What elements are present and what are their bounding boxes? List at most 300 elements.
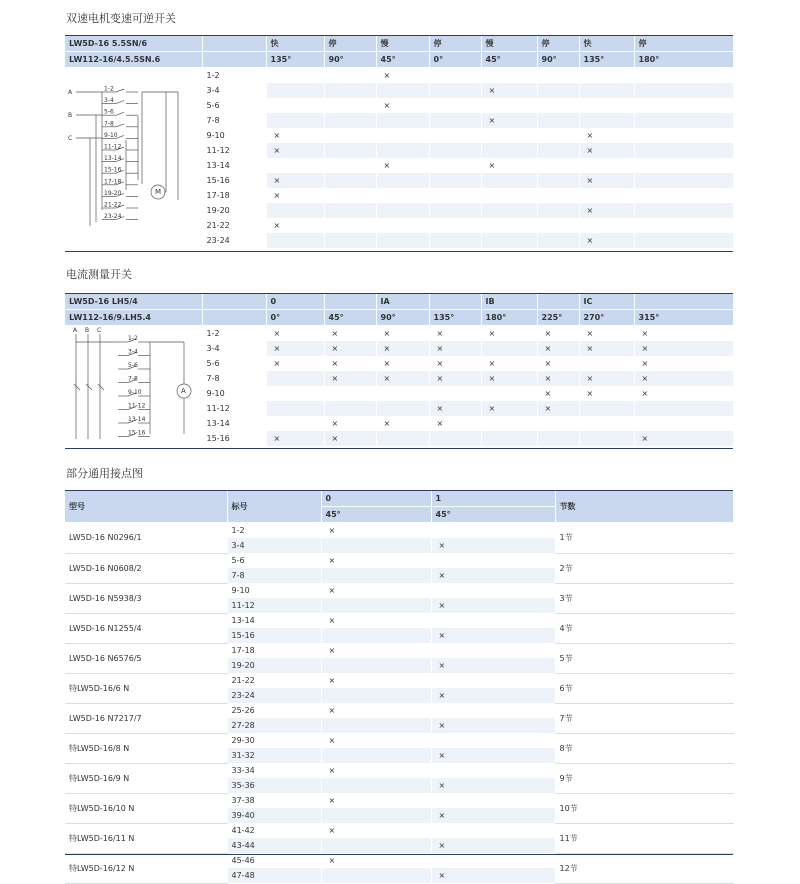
- motor-switch-contact-mark: [429, 173, 481, 188]
- current-switch-contact-mark: ×: [579, 326, 634, 342]
- current-switch-contact-mark: [634, 401, 733, 416]
- motor-switch-contact-mark: [266, 113, 324, 128]
- contact-empty: [321, 538, 431, 553]
- motor-switch-contact-mark: [429, 68, 481, 84]
- motor-switch-wiring-diagram: [66, 80, 202, 240]
- motor-switch-header-cell: 停: [537, 36, 579, 52]
- phase-label-b: B: [85, 327, 90, 334]
- contact-empty: [321, 628, 431, 643]
- header-position-1: 1: [431, 491, 555, 507]
- contact-row: [65, 853, 733, 868]
- motor-switch-contact-mark: [324, 98, 376, 113]
- current-switch-contact-mark: [266, 386, 324, 401]
- terminal-label: 3-4: [128, 348, 138, 356]
- current-switch-header-cell: 0°: [266, 310, 324, 326]
- current-switch-contact-mark: ×: [429, 416, 481, 431]
- contact-row: [65, 643, 733, 658]
- motor-switch-contact-mark: [537, 68, 579, 84]
- current-switch-contact-mark: [266, 371, 324, 386]
- model-name: LW5D-16 N6576/5: [65, 643, 227, 673]
- section3-table: [65, 491, 734, 884]
- model-name: LW5D-16 N0608/2: [65, 553, 227, 583]
- current-switch-header-cell: [537, 294, 579, 310]
- contact-row: [65, 733, 733, 748]
- motor-switch-contact-mark: [376, 128, 429, 143]
- model-name: 特LW5D-16/11 N: [65, 823, 227, 853]
- section-count: 3节: [555, 583, 733, 613]
- current-switch-contact-mark: ×: [429, 401, 481, 416]
- motor-switch-contact-mark: [481, 218, 537, 233]
- current-switch-contact-mark: ×: [481, 401, 537, 416]
- contact-row: [65, 673, 733, 688]
- motor-switch-contact-mark: [324, 83, 376, 98]
- motor-switch-contact-mark: ×: [579, 203, 634, 218]
- motor-switch-contact-mark: [376, 113, 429, 128]
- motor-switch-contact-mark: [481, 233, 537, 248]
- contact-empty: [321, 778, 431, 793]
- section-count: 4节: [555, 613, 733, 643]
- terminal-label: 23-24: [104, 213, 122, 221]
- current-switch-contact-mark: ×: [266, 431, 324, 446]
- motor-switch-header-cell: 慢: [376, 36, 429, 52]
- current-switch-contact-mark: ×: [537, 326, 579, 342]
- contact-empty: [431, 613, 555, 628]
- contact-empty: [431, 733, 555, 748]
- model-name: 特LW5D-16/10 N: [65, 793, 227, 823]
- current-switch-contact-mark: ×: [537, 401, 579, 416]
- section2-title: 电流测量开关: [66, 268, 132, 281]
- current-switch-contact-mark: ×: [634, 431, 733, 446]
- terminal-label: 5-6: [104, 108, 114, 116]
- motor-switch-contact-mark: [481, 143, 537, 158]
- current-switch-contact-mark: ×: [481, 371, 537, 386]
- terminal-label: 15-16: [104, 166, 122, 174]
- motor-switch-header-cell: 90°: [324, 52, 376, 68]
- motor-switch-contact-mark: [634, 188, 733, 203]
- contact-empty: [431, 703, 555, 718]
- current-switch-contact-mark: [634, 416, 733, 431]
- motor-switch-contact-mark: [537, 143, 579, 158]
- motor-switch-contact-mark: [266, 83, 324, 98]
- terminal-label: 21-22: [227, 673, 321, 688]
- motor-switch-contact-mark: [324, 188, 376, 203]
- motor-switch-contact-mark: [429, 203, 481, 218]
- current-switch-contact-mark: ×: [266, 326, 324, 342]
- current-switch-contact-mark: ×: [376, 416, 429, 431]
- terminal-label: 7-8: [128, 375, 138, 383]
- phase-label-c: C: [68, 135, 73, 142]
- section-count: 7节: [555, 703, 733, 733]
- contact-mark: ×: [321, 733, 431, 748]
- contact-mark: ×: [431, 688, 555, 703]
- motor-switch-contact-mark: [579, 158, 634, 173]
- current-switch-contact-mark: ×: [376, 371, 429, 386]
- contact-mark: ×: [431, 538, 555, 553]
- current-switch-contact-mark: [579, 431, 634, 446]
- motor-switch-contact-mark: ×: [266, 173, 324, 188]
- section-count: 8节: [555, 733, 733, 763]
- current-switch-header-cell: [202, 310, 266, 326]
- current-switch-contact-mark: ×: [324, 431, 376, 446]
- motor-switch-contact-mark: [634, 173, 733, 188]
- motor-switch-contact-mark: [579, 218, 634, 233]
- section-count: 2节: [555, 553, 733, 583]
- motor-switch-header-cell: 停: [634, 36, 733, 52]
- current-switch-contact-mark: ×: [579, 371, 634, 386]
- contact-mark: ×: [431, 778, 555, 793]
- current-switch-contact-mark: [481, 386, 537, 401]
- terminal-label: 19-20: [227, 658, 321, 673]
- current-switch-contact-mark: ×: [634, 341, 733, 356]
- model-name: 特LW5D-16/6 N: [65, 673, 227, 703]
- motor-switch-contact-mark: [429, 83, 481, 98]
- contact-empty: [431, 553, 555, 568]
- contact-empty: [321, 868, 431, 883]
- motor-switch-header-row-2: [65, 52, 733, 68]
- contact-empty: [321, 568, 431, 583]
- section3-bottom-rule: [65, 854, 733, 855]
- terminal-label: 17-18: [227, 643, 321, 658]
- contact-mark: ×: [321, 823, 431, 838]
- current-switch-contact-mark: ×: [579, 341, 634, 356]
- contact-mark: ×: [431, 838, 555, 853]
- terminal-label: 3-4: [227, 538, 321, 553]
- motor-switch-contact-mark: [481, 68, 537, 84]
- motor-switch-contact-mark: [376, 173, 429, 188]
- motor-switch-contact-mark: [429, 188, 481, 203]
- contact-row: [65, 553, 733, 568]
- motor-switch-terminal-label: 9-10: [202, 128, 266, 143]
- motor-switch-contact-mark: [579, 188, 634, 203]
- section-count: 10节: [555, 793, 733, 823]
- contact-mark: ×: [321, 853, 431, 868]
- motor-switch-contact-mark: [481, 98, 537, 113]
- motor-switch-contact-mark: [429, 98, 481, 113]
- motor-switch-contact-mark: [324, 233, 376, 248]
- terminal-label: 31-32: [227, 748, 321, 763]
- current-switch-contact-mark: ×: [481, 356, 537, 371]
- current-switch-contact-mark: ×: [324, 326, 376, 342]
- current-switch-terminal-label: 11-12: [202, 401, 266, 416]
- header-angle-0: 45°: [321, 507, 431, 523]
- contact-empty: [431, 793, 555, 808]
- current-switch-contact-mark: [579, 356, 634, 371]
- contact-mark: ×: [431, 658, 555, 673]
- motor-switch-header-cell: 180°: [634, 52, 733, 68]
- contact-row: [65, 763, 733, 778]
- motor-switch-contact-mark: [634, 128, 733, 143]
- current-switch-header-cell: 45°: [324, 310, 376, 326]
- motor-switch-contact-mark: [579, 113, 634, 128]
- motor-switch-contact-mark: [579, 68, 634, 84]
- motor-switch-contact-mark: [266, 203, 324, 218]
- current-switch-contact-mark: [579, 416, 634, 431]
- contact-row: [65, 793, 733, 808]
- terminal-label: 11-12: [128, 402, 146, 410]
- contact-empty: [431, 763, 555, 778]
- motor-switch-header-cell: 45°: [481, 52, 537, 68]
- motor-switch-contact-mark: [324, 128, 376, 143]
- motor-switch-contact-mark: [324, 113, 376, 128]
- motor-switch-header-cell: 停: [429, 36, 481, 52]
- motor-switch-header-cell: LW5D-16 5.5SN/6: [65, 36, 202, 52]
- motor-switch-contact-mark: ×: [579, 233, 634, 248]
- current-switch-contact-mark: ×: [324, 416, 376, 431]
- current-switch-contact-mark: ×: [429, 371, 481, 386]
- motor-switch-header-cell: 快: [579, 36, 634, 52]
- motor-switch-contact-mark: [579, 83, 634, 98]
- contact-mark: ×: [431, 808, 555, 823]
- model-name: LW5D-16 N0296/1: [65, 523, 227, 554]
- header-model: 型号: [65, 491, 227, 523]
- motor-switch-terminal-label: 15-16: [202, 173, 266, 188]
- current-switch-contact-mark: [376, 431, 429, 446]
- motor-switch-contact-mark: [324, 173, 376, 188]
- current-switch-contact-mark: [324, 386, 376, 401]
- motor-switch-contact-mark: [376, 188, 429, 203]
- motor-switch-contact-mark: [537, 218, 579, 233]
- motor-switch-contact-mark: [429, 233, 481, 248]
- current-switch-header-cell: IA: [376, 294, 429, 310]
- contact-row: [65, 523, 733, 539]
- contact-mark: ×: [321, 613, 431, 628]
- current-switch-contact-mark: [376, 401, 429, 416]
- current-switch-wiring-diagram: [66, 324, 202, 446]
- current-switch-contact-mark: ×: [266, 356, 324, 371]
- motor-switch-contact-mark: [481, 188, 537, 203]
- phase-label-b: B: [68, 112, 73, 119]
- motor-switch-contact-mark: [429, 143, 481, 158]
- current-switch-contact-mark: ×: [537, 356, 579, 371]
- current-switch-terminal-label: 1-2: [202, 326, 266, 342]
- motor-switch-contact-mark: [324, 158, 376, 173]
- terminal-label: 11-12: [227, 598, 321, 613]
- current-switch-header-cell: LW5D-16 LH5/4: [65, 294, 202, 310]
- current-switch-contact-mark: ×: [376, 356, 429, 371]
- contact-empty: [321, 688, 431, 703]
- terminal-label: 11-12: [104, 143, 122, 151]
- motor-switch-contact-mark: [324, 203, 376, 218]
- motor-switch-contact-mark: [376, 233, 429, 248]
- current-switch-header-cell: 315°: [634, 310, 733, 326]
- motor-switch-contact-mark: [537, 83, 579, 98]
- terminal-label: 43-44: [227, 838, 321, 853]
- motor-switch-contact-mark: ×: [579, 128, 634, 143]
- contact-empty: [431, 643, 555, 658]
- section-count: 1节: [555, 523, 733, 554]
- contact-row: [65, 823, 733, 838]
- motor-switch-header-cell: 45°: [376, 52, 429, 68]
- current-switch-contact-mark: ×: [429, 356, 481, 371]
- current-switch-contact-mark: [266, 401, 324, 416]
- current-switch-contact-mark: [376, 386, 429, 401]
- terminal-label: 17-18: [104, 178, 122, 186]
- motor-label: M: [155, 188, 162, 196]
- current-switch-contact-mark: [324, 401, 376, 416]
- terminal-label: 1-2: [227, 523, 321, 539]
- terminal-label: 7-8: [104, 120, 114, 128]
- model-name: 特LW5D-16/9 N: [65, 763, 227, 793]
- terminal-label: 3-4: [104, 97, 114, 105]
- motor-switch-contact-mark: [634, 233, 733, 248]
- current-switch-contact-mark: ×: [537, 341, 579, 356]
- terminal-label: 19-20: [104, 189, 122, 197]
- contact-mark: ×: [431, 568, 555, 583]
- motor-switch-terminal-label: 23-24: [202, 233, 266, 248]
- motor-switch-contact-mark: [266, 233, 324, 248]
- motor-switch-header-cell: 90°: [537, 52, 579, 68]
- section2-bottom-rule: [65, 448, 733, 449]
- contact-empty: [431, 823, 555, 838]
- motor-switch-header-cell: 停: [324, 36, 376, 52]
- current-switch-header-row-1: [65, 294, 733, 310]
- current-switch-header-cell: 135°: [429, 310, 481, 326]
- contact-row: [65, 703, 733, 718]
- motor-switch-contact-mark: [634, 68, 733, 84]
- terminal-label: 47-48: [227, 868, 321, 883]
- motor-switch-contact-mark: [634, 143, 733, 158]
- motor-switch-terminal-label: 13-14: [202, 158, 266, 173]
- current-switch-contact-mark: ×: [634, 356, 733, 371]
- motor-switch-header-cell: 快: [266, 36, 324, 52]
- contact-mark: ×: [321, 583, 431, 598]
- contact-mark: ×: [321, 553, 431, 568]
- terminal-label: 1-2: [128, 335, 138, 342]
- motor-switch-terminal-label: 7-8: [202, 113, 266, 128]
- motor-switch-contact-mark: [324, 143, 376, 158]
- motor-switch-contact-mark: [634, 98, 733, 113]
- current-switch-contact-mark: [429, 431, 481, 446]
- motor-switch-terminal-label: 21-22: [202, 218, 266, 233]
- motor-switch-contact-mark: [324, 218, 376, 233]
- terminal-label: 5-6: [128, 362, 138, 369]
- terminal-label: 39-40: [227, 808, 321, 823]
- current-switch-contact-mark: [481, 431, 537, 446]
- current-switch-contact-mark: ×: [579, 386, 634, 401]
- current-switch-header-cell: 90°: [376, 310, 429, 326]
- contact-empty: [321, 658, 431, 673]
- motor-switch-contact-mark: ×: [266, 188, 324, 203]
- current-switch-header-cell: IC: [579, 294, 634, 310]
- current-switch-contact-mark: [481, 341, 537, 356]
- motor-switch-contact-mark: [537, 203, 579, 218]
- current-switch-contact-mark: ×: [634, 326, 733, 342]
- terminal-label: 9-10: [104, 131, 118, 139]
- contact-mark: ×: [431, 598, 555, 613]
- motor-switch-contact-mark: ×: [481, 113, 537, 128]
- motor-switch-contact-mark: [429, 158, 481, 173]
- phase-label-a: A: [68, 89, 73, 96]
- motor-switch-header-cell: [202, 52, 266, 68]
- terminal-label: 35-36: [227, 778, 321, 793]
- contact-empty: [321, 718, 431, 733]
- contact-empty: [431, 523, 555, 539]
- current-switch-contact-mark: [429, 386, 481, 401]
- motor-switch-contact-mark: [376, 143, 429, 158]
- contact-empty: [321, 598, 431, 613]
- terminal-label: 29-30: [227, 733, 321, 748]
- motor-switch-contact-mark: [634, 158, 733, 173]
- terminal-label: 1-2: [104, 85, 114, 93]
- motor-switch-contact-mark: ×: [376, 68, 429, 84]
- contact-empty: [321, 748, 431, 763]
- motor-switch-contact-mark: [481, 173, 537, 188]
- section-count: 11节: [555, 823, 733, 853]
- motor-switch-contact-mark: [324, 68, 376, 84]
- current-switch-header-cell: [202, 294, 266, 310]
- terminal-label: 9-10: [227, 583, 321, 598]
- motor-switch-terminal-label: 5-6: [202, 98, 266, 113]
- motor-switch-contact-mark: [266, 158, 324, 173]
- motor-switch-contact-mark: [376, 203, 429, 218]
- motor-switch-contact-mark: [429, 128, 481, 143]
- terminal-label: 21-22: [104, 201, 122, 209]
- motor-switch-header-cell: 慢: [481, 36, 537, 52]
- motor-switch-contact-mark: [537, 98, 579, 113]
- model-name: LW5D-16 N1255/4: [65, 613, 227, 643]
- motor-switch-contact-mark: [376, 83, 429, 98]
- terminal-label: 23-24: [227, 688, 321, 703]
- current-switch-terminal-label: 5-6: [202, 356, 266, 371]
- model-name: 特LW5D-16/8 N: [65, 733, 227, 763]
- contact-empty: [321, 808, 431, 823]
- motor-switch-header-cell: 0°: [429, 52, 481, 68]
- motor-switch-contact-mark: ×: [481, 158, 537, 173]
- contact-mark: ×: [321, 763, 431, 778]
- section1-bottom-rule: [65, 251, 733, 252]
- section-count: 5节: [555, 643, 733, 673]
- terminal-label: 13-14: [227, 613, 321, 628]
- motor-switch-contact-mark: [266, 98, 324, 113]
- motor-switch-terminal-label: 11-12: [202, 143, 266, 158]
- contact-row: [65, 613, 733, 628]
- motor-switch-contact-mark: [266, 68, 324, 84]
- motor-switch-terminal-label: 17-18: [202, 188, 266, 203]
- contact-mark: ×: [321, 643, 431, 658]
- section-count: 12节: [555, 853, 733, 883]
- header-section-count: 节数: [555, 491, 733, 523]
- motor-switch-contact-mark: [537, 128, 579, 143]
- model-name: 特LW5D-16/12 N: [65, 853, 227, 883]
- motor-switch-contact-mark: ×: [266, 128, 324, 143]
- current-switch-terminal-label: 9-10: [202, 386, 266, 401]
- motor-switch-contact-mark: [634, 113, 733, 128]
- current-switch-terminal-label: 3-4: [202, 341, 266, 356]
- current-switch-contact-mark: [266, 416, 324, 431]
- motor-switch-contact-mark: ×: [579, 173, 634, 188]
- section-count: 9节: [555, 763, 733, 793]
- motor-switch-terminal-label: 19-20: [202, 203, 266, 218]
- motor-switch-contact-mark: ×: [579, 143, 634, 158]
- current-switch-header-cell: 180°: [481, 310, 537, 326]
- motor-switch-contact-mark: ×: [376, 158, 429, 173]
- contact-mark: ×: [321, 523, 431, 539]
- contact-empty: [431, 853, 555, 868]
- contact-row: [65, 583, 733, 598]
- contact-mark: ×: [431, 628, 555, 643]
- contact-empty: [431, 673, 555, 688]
- current-switch-contact-mark: ×: [634, 386, 733, 401]
- section3-title: 部分通用接点图: [66, 467, 143, 480]
- contact-mark: ×: [431, 868, 555, 883]
- phase-label-c: C: [97, 327, 102, 334]
- motor-switch-contact-mark: [537, 173, 579, 188]
- motor-switch-header-cell: 135°: [266, 52, 324, 68]
- terminal-label: 41-42: [227, 823, 321, 838]
- current-switch-header-cell: [429, 294, 481, 310]
- header-angle-1: 45°: [431, 507, 555, 523]
- terminal-label: 5-6: [227, 553, 321, 568]
